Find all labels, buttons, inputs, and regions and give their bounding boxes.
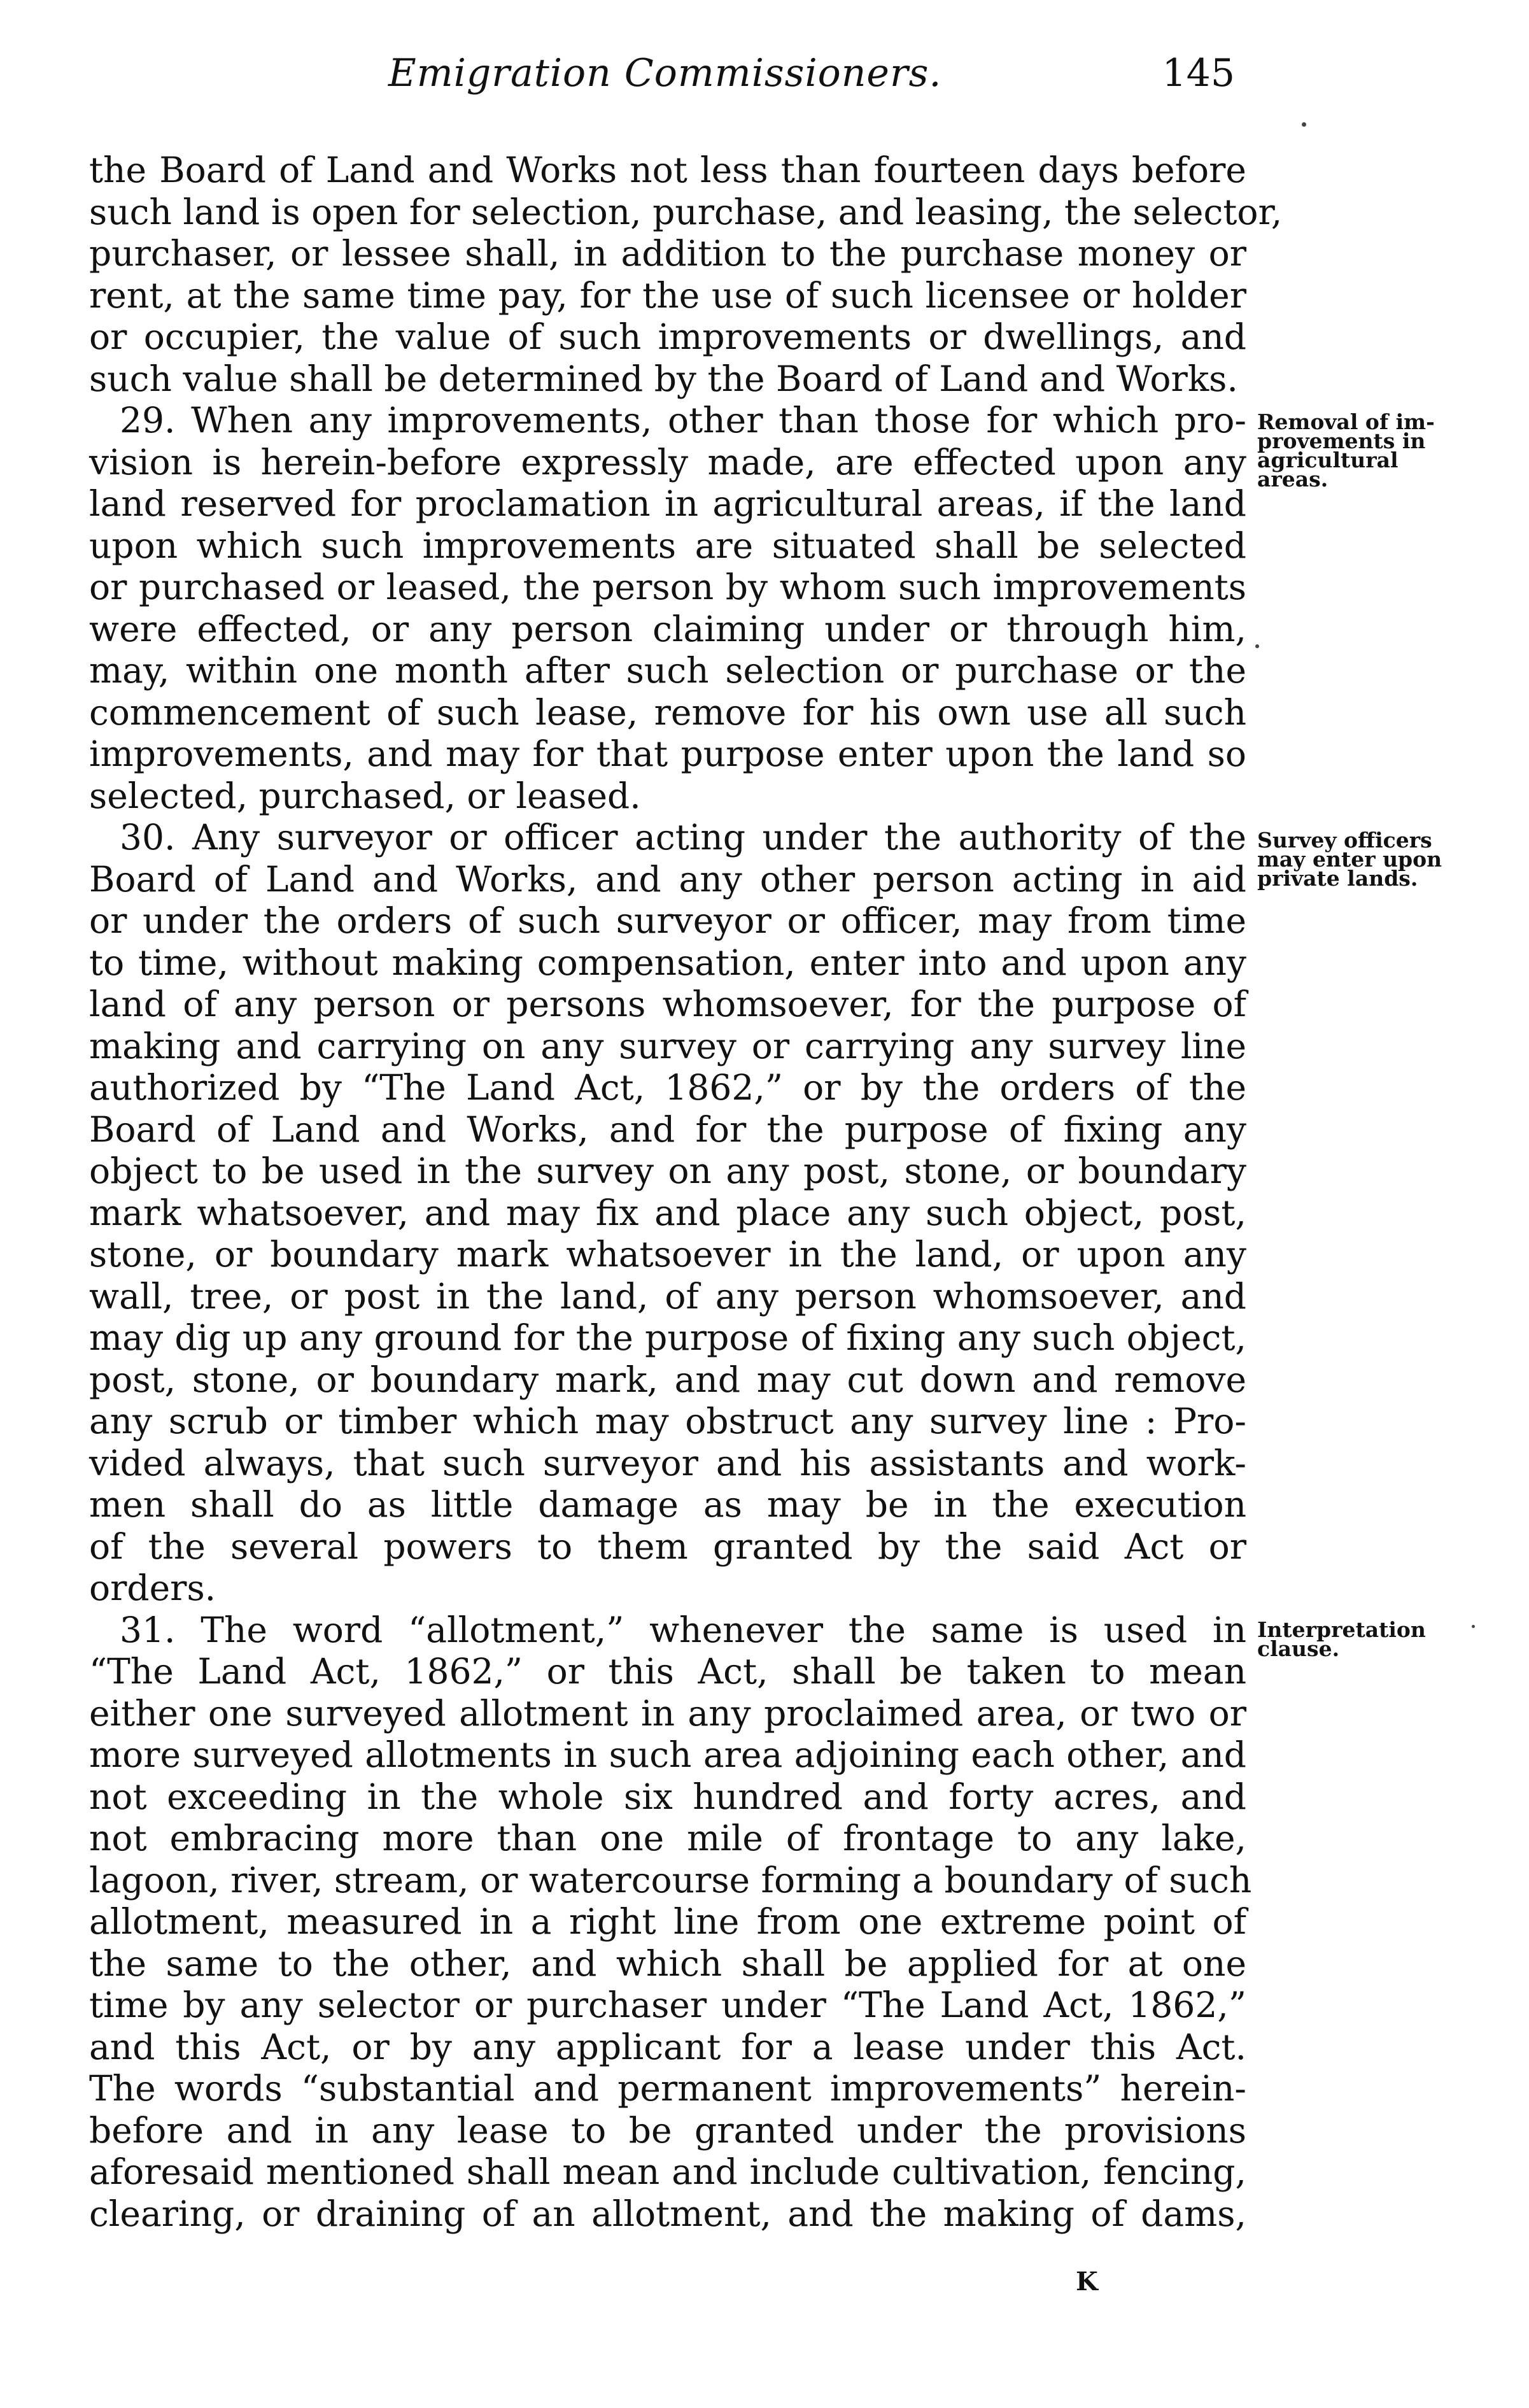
section-29-start: 29. When any improvements, other than those for which pro- xyxy=(120,400,1246,441)
text-line: upon which such improvements are situated shall be selected xyxy=(89,525,1246,566)
text-line: were effected, or any person claiming under or through him, xyxy=(89,608,1246,649)
text-line: the same to the other, and which shall be applied for at one xyxy=(89,1943,1246,1984)
text-line: the Board of Land and Works not less than fourteen days before xyxy=(89,150,1246,190)
text-line: not embracing more than one mile of frontage to any lake, xyxy=(89,1818,1246,1859)
sidenote-line: areas. xyxy=(1257,467,1328,492)
text-line: to time, without making compensation, enter into and upon any xyxy=(89,942,1246,983)
text-line: land of any person or persons whomsoever, for the purpose of xyxy=(89,984,1246,1024)
text-line: wall, tree, or post in the land, of any person whomsoever, and xyxy=(89,1275,1246,1317)
sidenote-line: private lands. xyxy=(1257,866,1418,891)
text-line: rent, at the same time pay, for the use of such licensee or holder xyxy=(89,274,1246,316)
text-line: vided always, that such surveyor and his assistants and work- xyxy=(89,1442,1246,1484)
sidenote-line: agricultural xyxy=(1257,448,1399,472)
text-line: authorized by “The Land Act, 1862,” or by the orders of the xyxy=(89,1067,1246,1108)
section-31-start: 31. The word “allotment,” whenever the same is used in xyxy=(120,1609,1246,1650)
text-line: mark whatsoever, and may fix and place any such object, post, xyxy=(89,1192,1246,1233)
text-line: making and carrying on any survey or carrying any survey line xyxy=(89,1025,1246,1066)
text-line: selected, purchased, or leased. xyxy=(89,775,641,816)
print-speck xyxy=(1255,644,1259,648)
text-line: land reserved for proclamation in agricultural areas, if the land xyxy=(89,483,1246,524)
section-30-start: 30. Any surveyor or officer acting under the authority of the xyxy=(120,817,1246,858)
text-line: clearing, or draining of an allotment, and the making of dams, xyxy=(89,2193,1246,2234)
text-line: Board of Land and Works, and for the purpose of fixing any xyxy=(89,1108,1246,1150)
print-speck xyxy=(1472,1625,1475,1628)
sidenote-line: may enter upon xyxy=(1257,847,1442,872)
text-line: orders. xyxy=(89,1568,216,1608)
text-line: commencement of such lease, remove for his own use all such xyxy=(89,691,1246,733)
text-line: before and in any lease to be granted under the provisions xyxy=(89,2109,1246,2151)
text-line: any scrub or timber which may obstruct any survey line : Pro- xyxy=(89,1401,1246,1441)
text-line: allotment, measured in a right line from one extreme point of xyxy=(89,1901,1246,1942)
text-line: such value shall be determined by the Board of Land and Works. xyxy=(89,358,1238,399)
text-line: men shall do as little damage as may be in the execution xyxy=(89,1484,1246,1525)
body-text xyxy=(89,150,1283,2235)
text-line: of the several powers to them granted by the said Act or xyxy=(89,1526,1246,1567)
text-line: purchaser, or lessee shall, in addition to the purchase money or xyxy=(89,233,1246,274)
text-line: or occupier, the value of such improvements or dwellings, and xyxy=(89,316,1246,357)
text-line: may, within one month after such selection or purchase or the xyxy=(89,650,1246,691)
print-speck xyxy=(1302,122,1306,127)
sidenote-interpretation-clause xyxy=(1257,1617,1426,1661)
sidenote-line: provements in xyxy=(1257,428,1426,453)
text-line: Board of Land and Works, and any other person acting in aid xyxy=(89,858,1246,900)
text-line: vision is herein-before expressly made, are effected upon any xyxy=(89,441,1246,483)
sidenote-removal-of-improvements xyxy=(1257,409,1435,492)
text-line: time by any selector or purchaser under “The Land Act, 1862,” xyxy=(89,1985,1246,2025)
sidenote-line: Removal of im- xyxy=(1257,409,1435,434)
running-title: Emigration Commissioners. xyxy=(388,51,942,96)
text-line: either one surveyed allotment in any proclaimed area, or two or xyxy=(89,1692,1246,1734)
sidenote-line: Interpretation xyxy=(1257,1617,1426,1642)
sidenote-line: clause. xyxy=(1257,1636,1340,1661)
text-line: more surveyed allotments in such area adjoining each other, and xyxy=(89,1734,1246,1775)
text-line: “The Land Act, 1862,” or this Act, shall be taken to mean xyxy=(89,1651,1246,1692)
text-line: stone, or boundary mark whatsoever in the land, or upon any xyxy=(89,1234,1246,1275)
text-line: or under the orders of such surveyor or officer, may from time xyxy=(89,900,1246,941)
text-line: The words “substantial and permanent improvements” herein- xyxy=(89,2068,1246,2109)
text-line: improvements, and may for that purpose enter upon the land so xyxy=(89,733,1246,774)
text-line: such land is open for selection, purchase, and leasing, the selector, xyxy=(89,191,1283,232)
running-head xyxy=(89,51,1235,108)
text-line: lagoon, river, stream, or watercourse forming a boundary of such xyxy=(89,1859,1252,1901)
sidenote-survey-officers xyxy=(1257,828,1442,891)
text-line: post, stone, or boundary mark, and may cut down and remove xyxy=(89,1359,1246,1400)
text-line: object to be used in the survey on any post, stone, or boundary xyxy=(89,1151,1246,1191)
signature-mark: K xyxy=(1076,2267,1098,2297)
sidenote-line: Survey officers xyxy=(1257,828,1432,853)
text-line: and this Act, or by any applicant for a lease under this Act. xyxy=(89,2026,1246,2067)
text-line: may dig up any ground for the purpose of fixing any such object, xyxy=(89,1317,1246,1358)
text-line: aforesaid mentioned shall mean and include cultivation, fencing, xyxy=(89,2151,1246,2192)
text-line: or purchased or leased, the person by whom such improvements xyxy=(89,567,1246,607)
page-number: 145 xyxy=(1162,51,1235,96)
text-line: not exceeding in the whole six hundred and forty acres, and xyxy=(89,1776,1246,1817)
